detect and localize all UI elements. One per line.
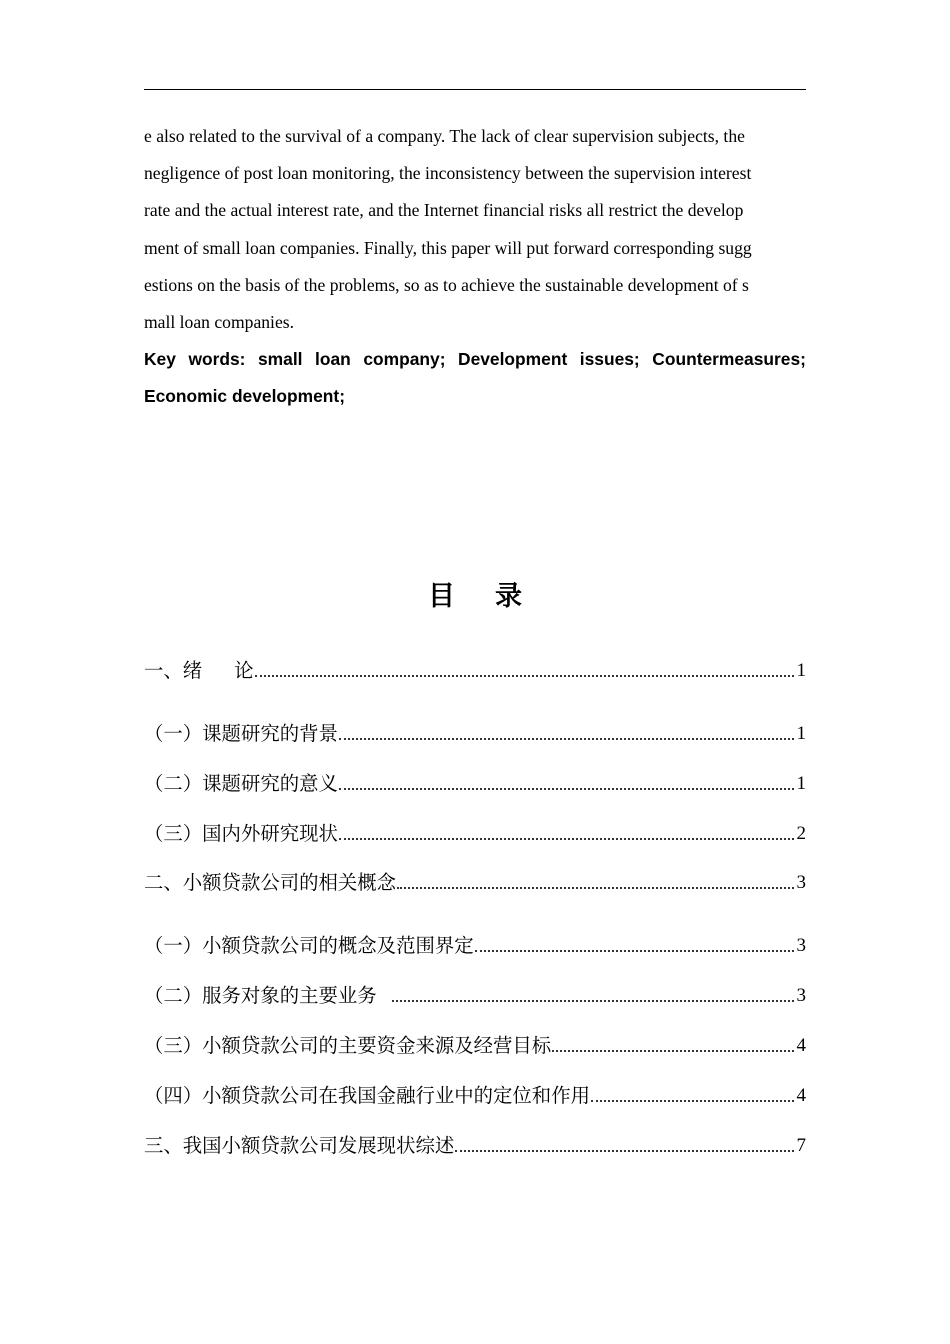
toc-entry-label-part: 一、绪: [144, 659, 203, 682]
keyword-token: Key: [144, 349, 176, 370]
header-rule: [144, 89, 806, 90]
toc-leader-dots: [397, 887, 793, 889]
keyword-token: company;: [363, 349, 446, 370]
toc-title: 目录: [428, 581, 562, 612]
toc-entry-label: （二）服务对象的主要业务: [144, 984, 377, 1007]
abstract-line: negligence of post loan monitoring, the inconsistency between the supervision interest: [144, 163, 752, 184]
toc-entry[interactable]: [144, 767, 806, 797]
toc-leader-dots: [455, 1150, 793, 1152]
toc-entry-label: （四）小额贷款公司在我国金融行业中的定位和作用: [144, 1084, 590, 1107]
keyword-token: issues;: [579, 349, 640, 370]
toc-entry-label: （三）国内外研究现状: [144, 822, 338, 845]
toc-page-number: 1: [796, 723, 806, 744]
toc-leader-dots: [339, 838, 794, 840]
toc-entry[interactable]: [144, 1129, 806, 1159]
keyword-token: loan: [315, 349, 351, 370]
abstract-line: mall loan companies.: [144, 311, 294, 332]
toc-leader-dots: [475, 950, 794, 952]
toc-entry[interactable]: [144, 1029, 806, 1059]
toc-page-number: 4: [796, 1085, 806, 1106]
keyword-token: words:: [188, 349, 246, 370]
keyword-token: Development: [458, 349, 568, 370]
toc-leader-dots: [255, 675, 794, 677]
toc-entry-label: （一）课题研究的背景: [144, 722, 338, 745]
toc-entry[interactable]: [144, 979, 806, 1009]
abstract-line: ment of small loan companies. Finally, this paper will put forward corresponding sugg: [144, 237, 752, 258]
toc-entry-label: （三）小额贷款公司的主要资金来源及经营目标: [144, 1034, 552, 1057]
keyword-token: small: [258, 349, 303, 370]
toc-leader-dots: [392, 1000, 794, 1002]
toc-entry[interactable]: [144, 654, 806, 684]
toc-page-number: 2: [796, 823, 806, 844]
toc-entry-label: 三、我国小额贷款公司发展现状综述: [144, 1134, 455, 1157]
toc-entry-label: 二、小额贷款公司的相关概念: [144, 871, 397, 894]
toc-page-number: 3: [796, 985, 806, 1006]
toc-page-number: 1: [796, 773, 806, 794]
toc-entry[interactable]: [144, 717, 806, 747]
toc-entry-label: （二）课题研究的意义: [144, 772, 338, 795]
keywords-line-continued: Economic development;: [144, 386, 345, 407]
toc-page-number: 3: [796, 872, 806, 893]
english-abstract: [144, 118, 806, 416]
toc-leader-dots: [552, 1050, 793, 1052]
keyword-token: Countermeasures;: [652, 349, 806, 370]
toc-leader-dots: [339, 738, 794, 740]
toc-entry-label: （一）小额贷款公司的概念及范围界定: [144, 934, 474, 957]
toc-leader-dots: [339, 788, 794, 790]
keywords-line: [144, 341, 806, 378]
abstract-line: estions on the basis of the problems, so as to achieve the sustainable development of s: [144, 274, 749, 295]
toc-leader-dots: [591, 1100, 794, 1102]
toc-page-number: 4: [796, 1035, 806, 1056]
toc-entry-label-part: 论: [234, 659, 254, 682]
toc-entry[interactable]: [144, 929, 806, 959]
toc-entry-label: [144, 658, 254, 684]
toc-page-number: 7: [796, 1135, 806, 1156]
toc-entry[interactable]: [144, 817, 806, 847]
toc-entry[interactable]: [144, 1079, 806, 1109]
toc-page-number: 3: [796, 935, 806, 956]
toc-page-number: 1: [796, 660, 806, 681]
abstract-line: rate and the actual interest rate, and the Internet financial risks all restrict the develop: [144, 200, 744, 221]
toc-entry[interactable]: [144, 866, 806, 896]
abstract-line: e also related to the survival of a company. The lack of clear supervision subjects, the: [144, 126, 745, 146]
